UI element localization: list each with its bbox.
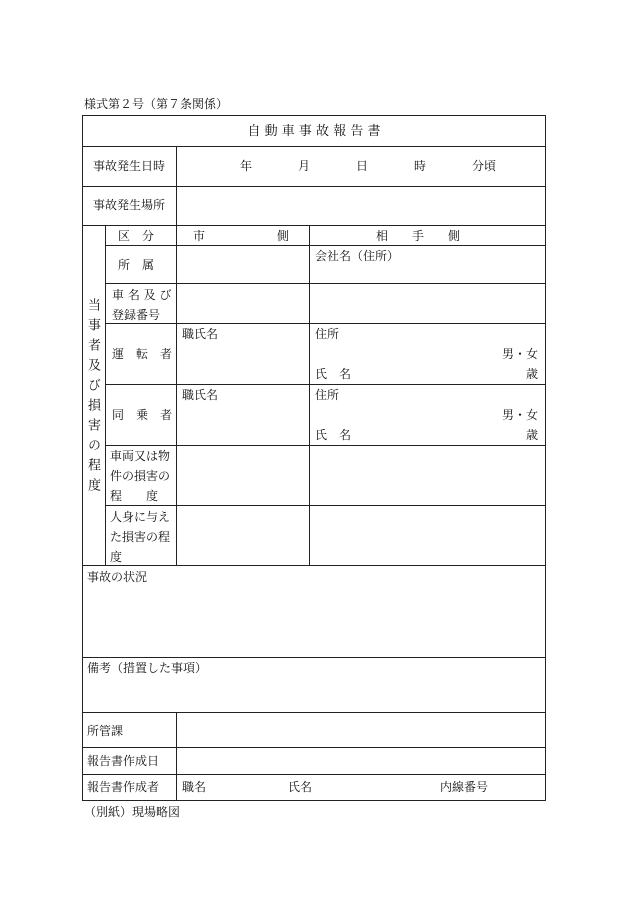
report-author-field[interactable] (176, 774, 545, 800)
city-personal-damage-field[interactable] (176, 505, 309, 565)
city-passenger-field[interactable] (176, 384, 309, 445)
hour-unit: 時 (414, 159, 427, 173)
city-property-damage-field[interactable] (176, 445, 309, 505)
city-driver-field[interactable] (176, 323, 309, 384)
city-vehicle-field[interactable] (176, 283, 309, 323)
other-side-header: 相 手 側 (376, 229, 461, 243)
author-extension-label: 内線番号 (440, 780, 489, 794)
other-driver-gender: 男・女 (502, 347, 539, 361)
occurrence-datetime-label: 事故発生日時 (93, 159, 166, 173)
passenger-label: 同 乗 者 (112, 408, 173, 422)
year-unit: 年 (240, 159, 253, 173)
report-date-field[interactable] (176, 747, 545, 774)
report-title: 自 動 車 事 故 報 告 書 (247, 124, 381, 139)
vehicle-label: 車 名 及 び 登録番号 (112, 288, 172, 322)
city-passenger-position-name: 職氏名 (182, 388, 219, 402)
department-field[interactable] (176, 712, 545, 747)
other-property-damage-field[interactable] (309, 445, 545, 505)
minute-unit: 分頃 (472, 159, 497, 173)
driver-label: 運 転 者 (112, 347, 173, 361)
other-personal-damage-field[interactable] (309, 505, 545, 565)
personal-damage-label: 人身に与え た損害の程 度 (110, 510, 171, 564)
report-author-label: 報告書作成者 (87, 780, 160, 794)
remarks-label: 備考（措置した事項） (87, 661, 208, 675)
situation-field[interactable] (83, 588, 545, 656)
other-passenger-name: 氏 名 (315, 428, 352, 442)
other-vehicle-field[interactable] (309, 283, 545, 323)
month-unit: 月 (298, 159, 311, 173)
author-name-label: 氏名 (288, 780, 313, 794)
situation-label: 事故の状況 (87, 570, 148, 584)
author-position-label: 職名 (182, 780, 207, 794)
affiliation-label: 所 属 (118, 258, 155, 272)
form-number: 様式第２号（第７条関係） (84, 97, 229, 111)
occurrence-place-field[interactable] (176, 186, 545, 225)
occurrence-place-label: 事故発生場所 (93, 198, 166, 212)
other-driver-age: 歳 (526, 367, 539, 381)
other-passenger-gender: 男・女 (502, 408, 539, 422)
city-driver-position-name: 職氏名 (182, 327, 219, 341)
other-passenger-age: 歳 (526, 428, 539, 442)
parties-vertical-label: 当事者及び損害の程度 (85, 298, 100, 498)
remarks-field[interactable] (83, 680, 545, 711)
other-driver-address: 住所 (315, 327, 340, 341)
other-company-label: 会社名（住所） (315, 249, 400, 263)
report-date-label: 報告書作成日 (87, 754, 160, 768)
attachment-note: （別紙）現場略図 (84, 805, 181, 819)
city-side-header: 市 側 (193, 229, 290, 243)
department-label: 所管課 (87, 724, 124, 738)
other-passenger-address: 住所 (315, 388, 340, 402)
other-driver-name: 氏 名 (315, 367, 352, 381)
category-header: 区 分 (118, 229, 155, 243)
city-affiliation-field[interactable] (176, 245, 309, 283)
day-unit: 日 (356, 159, 369, 173)
property-damage-label: 車両又は物 件の損害の 程 度 (110, 449, 171, 503)
other-affiliation-field[interactable] (309, 245, 545, 283)
